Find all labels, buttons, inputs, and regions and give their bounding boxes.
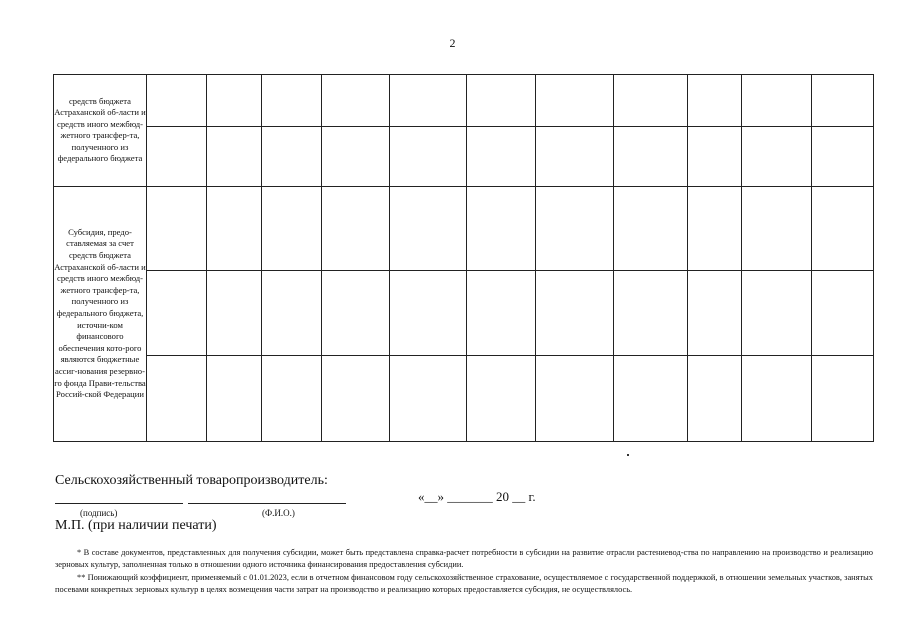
table-cell [536, 75, 614, 127]
signature-line [55, 503, 183, 504]
table-cell [390, 355, 467, 442]
table-cell [147, 127, 207, 186]
table-cell [536, 127, 614, 186]
table-cell [207, 355, 262, 442]
table-cell [614, 271, 688, 355]
name-caption: (Ф.И.О.) [262, 508, 295, 518]
footnote-1: * В составе документов, представленных для получения субсидии, может быть представлена справка-расчет потребности в субсидии на развитие отрасли растениевод-ства по направлению на производство и реализацию зерновых культур, заполненная только в отношении одного источника финансирования предоставления субсидии. [55, 548, 873, 570]
table-row [54, 271, 874, 355]
table-cell [322, 186, 390, 270]
table-cell [390, 127, 467, 186]
table-cell [207, 127, 262, 186]
table-cell [390, 75, 467, 127]
table-row [54, 355, 874, 442]
table-cell [322, 271, 390, 355]
table-cell [390, 271, 467, 355]
table-cell [390, 186, 467, 270]
table-cell [688, 271, 742, 355]
table-cell [536, 355, 614, 442]
signature-caption: (подпись) [80, 508, 118, 518]
table-cell [614, 75, 688, 127]
calculation-table [53, 74, 874, 442]
table-cell [322, 355, 390, 442]
table-cell [207, 75, 262, 127]
table-row [54, 75, 874, 127]
table-cell [147, 186, 207, 270]
table-cell [742, 186, 812, 270]
table-cell [536, 271, 614, 355]
table-cell [262, 271, 322, 355]
table-cell [614, 186, 688, 270]
table-cell [322, 127, 390, 186]
row-label: Субсидия, предо-ставляемая за счет средств бюджета Астраханской об-ласти и средств иного межбюд-жетного трансфер-та, полученного из федерального бюджета, источни-ком финансового обеспечения кото-рого являются бюджетные ассиг-нования резервно-го фонда Прави-тельства Россий-ской Федерации [54, 186, 147, 441]
table-cell [467, 355, 536, 442]
table-cell [147, 355, 207, 442]
table-cell [688, 186, 742, 270]
page-number: 2 [449, 36, 456, 50]
table-row [54, 186, 874, 270]
stamp-label: М.П. (при наличии печати) [55, 518, 217, 533]
table-cell [207, 271, 262, 355]
producer-label: Сельскохозяйственный товаропроизводитель: [55, 473, 328, 488]
row-label: средств бюджета Астраханской об-ласти и средств иного межбюд-жетного трансфер-та, полученного из федерального бюджета [54, 75, 147, 187]
table-cell [614, 355, 688, 442]
table-cell [467, 271, 536, 355]
table-cell [262, 355, 322, 442]
table-cell [812, 75, 874, 127]
table-cell [812, 355, 874, 442]
table-cell [262, 75, 322, 127]
footnotes [55, 547, 873, 596]
table-cell [467, 186, 536, 270]
table-cell [322, 75, 390, 127]
table-cell [742, 271, 812, 355]
table-cell [688, 75, 742, 127]
table-cell [812, 271, 874, 355]
table-cell [536, 186, 614, 270]
table-row [54, 127, 874, 186]
table-cell [688, 355, 742, 442]
table-cell [812, 127, 874, 186]
date-line: «__» _______ 20 __ г. [418, 489, 536, 504]
name-line [188, 503, 346, 504]
table-cell [467, 75, 536, 127]
stray-mark [627, 454, 629, 456]
table-cell [207, 186, 262, 270]
table-cell [614, 127, 688, 186]
table-cell [742, 127, 812, 186]
table-cell [262, 186, 322, 270]
table-cell [147, 271, 207, 355]
table-cell [262, 127, 322, 186]
table-cell [467, 127, 536, 186]
table-cell [688, 127, 742, 186]
table-cell [147, 75, 207, 127]
table-cell [812, 186, 874, 270]
table-cell [742, 355, 812, 442]
footnote-2: ** Понижающий коэффициент, применяемый с 01.01.2023, если в отчетном финансовом году сельскохозяйственное страхование, осуществляемое с государственной поддержкой, в отношении земельных участков, занятых посевами конкретных зерновых культур в целях возмещения части затрат на производство и реализацию которых предоставляется субсидия, не осуществлялось. [55, 572, 873, 594]
table-cell [742, 75, 812, 127]
